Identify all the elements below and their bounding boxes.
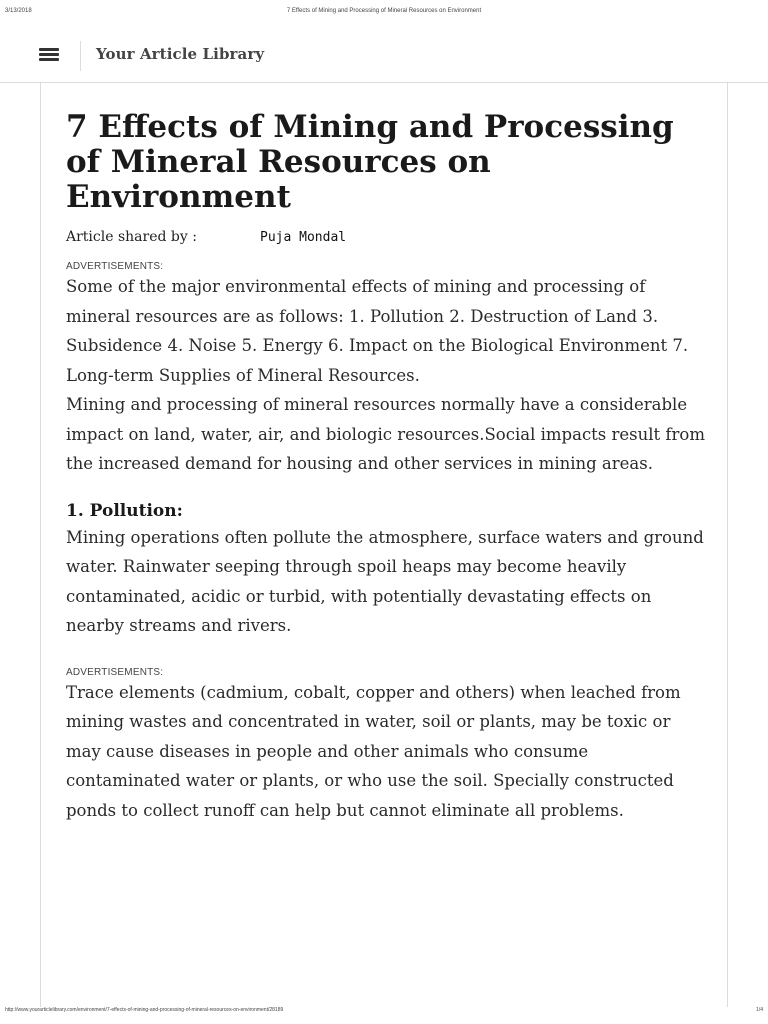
article-paragraph: Trace elements (cadmium, cobalt, copper and others) when leached from mining wastes and concentrated in water, soil or plants, may be toxic or may cause diseases in people and other animals who consume contaminated water or plants, or who use the soil. Specially constructed ponds to collect runoff can help but cannot eliminate all problems. — [66, 682, 681, 820]
advertisements-label: ADVERTISEMENTS: — [66, 666, 164, 678]
print-page-number: 1/4 — [756, 1007, 763, 1013]
print-footer-url: http://www.yourarticlelibrary.com/environment/7-effects-of-mining-and-processing-of-mineral-resources-on-environment/28189 — [5, 1007, 284, 1013]
byline-label: Article shared by : — [66, 229, 197, 245]
advertisements-label: ADVERTISEMENTS: — [66, 261, 164, 272]
print-date: 3/13/2018 — [5, 8, 32, 14]
article-paragraph: Mining operations often pollute the atmosphere, surface waters and ground water. Rainwater seeping through spoil heaps may become heavily contaminated, acidic or turbid, with potentially devastating effects on nearby streams and rivers. — [66, 527, 704, 635]
site-title-link[interactable]: Your Article Library — [96, 45, 265, 63]
article-byline — [66, 229, 706, 251]
top-bar-divider — [80, 41, 81, 71]
print-footer — [0, 1007, 768, 1019]
author-name[interactable]: Puja Mondal — [260, 230, 347, 245]
section-heading-pollution: 1. Pollution: — [66, 500, 183, 521]
article-paragraph: Mining and processing of mineral resources normally have a considerable impact on land, water, air, and biologic resources.Social impacts result from the increased demand for housing and other services in mining areas. — [66, 395, 705, 473]
print-page-title: 7 Effects of Mining and Processing of Mineral Resources on Environment — [286, 8, 482, 14]
article-content — [66, 100, 706, 825]
article-title: 7 Effects of Mining and Processing of Mineral Resources on Environment — [66, 109, 674, 215]
article-paragraph: Some of the major environmental effects of mining and processing of mineral resources are as follows: 1. Pollution 2. Destruction of Land 3. Subsidence 4. Noise 5. Energy 6. Impact on the Biological Environment 7. Long-term Supplies of Mineral Resources. — [66, 277, 689, 385]
print-header — [0, 8, 768, 20]
hamburger-menu-icon[interactable] — [36, 42, 62, 68]
top-navigation-bar — [0, 30, 768, 83]
